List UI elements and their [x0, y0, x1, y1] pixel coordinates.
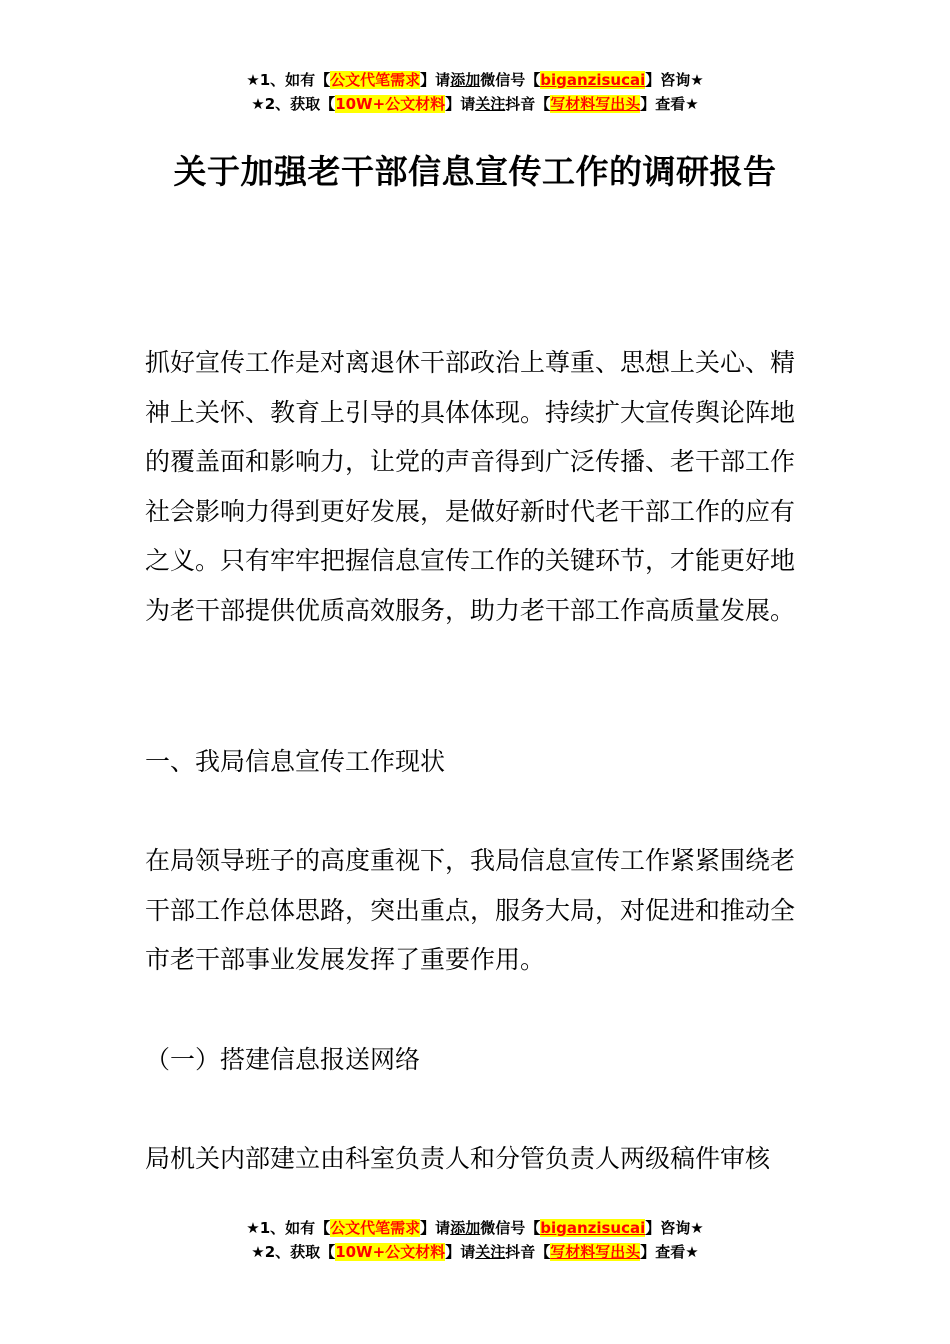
ad-text: 】查看★ — [640, 95, 699, 113]
ad-line-2 — [0, 92, 950, 116]
paragraph-status: 在局领导班子的高度重视下，我局信息宣传工作紧紧围绕老干部工作总体思路，突出重点，服务大局，对促进和推动全市老干部事业发展发挥了重要作用。 — [145, 846, 796, 974]
ad-text: 抖音【 — [505, 1243, 551, 1261]
paragraph-network: 局机关内部建立由科室负责人和分管负责人两级稿件审核 — [145, 1144, 771, 1173]
ad-text: 】请 — [445, 95, 476, 113]
ad-text: 】咨询★ — [645, 1219, 704, 1237]
ad-text: 抖音【 — [505, 95, 551, 113]
ad-text: 】请 — [445, 1243, 476, 1261]
ad-highlight-materials: 10W+公文材料 — [335, 95, 446, 113]
ad-douyin-id: 写材料写出头 — [550, 95, 641, 113]
header-ad — [0, 68, 950, 116]
subsection-heading-1: （一）搭建信息报送网络 — [145, 1045, 421, 1074]
ad-text: ★2、获取【 — [251, 1243, 336, 1261]
ad-text: ★2、获取【 — [251, 95, 336, 113]
ad-action: 关注 — [475, 1243, 506, 1261]
ad-line-1 — [0, 68, 950, 92]
ad-highlight-service: 公文代笔需求 — [330, 71, 421, 89]
ad-text: 微信号【 — [480, 71, 541, 89]
ad-text: ★1、如有【 — [246, 71, 331, 89]
ad-douyin-id: 写材料写出头 — [550, 1243, 641, 1261]
document-title: 关于加强老干部信息宣传工作的调研报告 — [173, 152, 777, 191]
ad-text: 微信号【 — [480, 1219, 541, 1237]
ad-text: ★1、如有【 — [246, 1219, 331, 1237]
ad-text: 】咨询★ — [645, 71, 704, 89]
ad-action: 关注 — [475, 95, 506, 113]
ad-wechat-id: biganzisucai — [540, 1219, 646, 1237]
ad-highlight-service: 公文代笔需求 — [330, 1219, 421, 1237]
ad-text: 】查看★ — [640, 1243, 699, 1261]
ad-line-1 — [0, 1216, 950, 1240]
ad-action: 添加 — [450, 1219, 481, 1237]
ad-text: 】请 — [420, 1219, 451, 1237]
ad-text: 】请 — [420, 71, 451, 89]
ad-highlight-materials: 10W+公文材料 — [335, 1243, 446, 1261]
ad-action: 添加 — [450, 71, 481, 89]
paragraph-intro: 抓好宣传工作是对离退休干部政治上尊重、思想上关心、精神上关怀、教育上引导的具体体现。持续扩大宣传舆论阵地的覆盖面和影响力，让党的声音得到广泛传播、老干部工作社会影响力得到更好发展，是做好新时代老干部工作的应有之义。只有牢牢把握信息宣传工作的关键环节，才能更好地为老干部提供优质高效服务，助力老干部工作高质量发展。 — [145, 348, 796, 625]
ad-line-2 — [0, 1240, 950, 1264]
footer-ad — [0, 1216, 950, 1264]
ad-wechat-id: biganzisucai — [540, 71, 646, 89]
section-heading-1: 一、我局信息宣传工作现状 — [145, 747, 446, 776]
